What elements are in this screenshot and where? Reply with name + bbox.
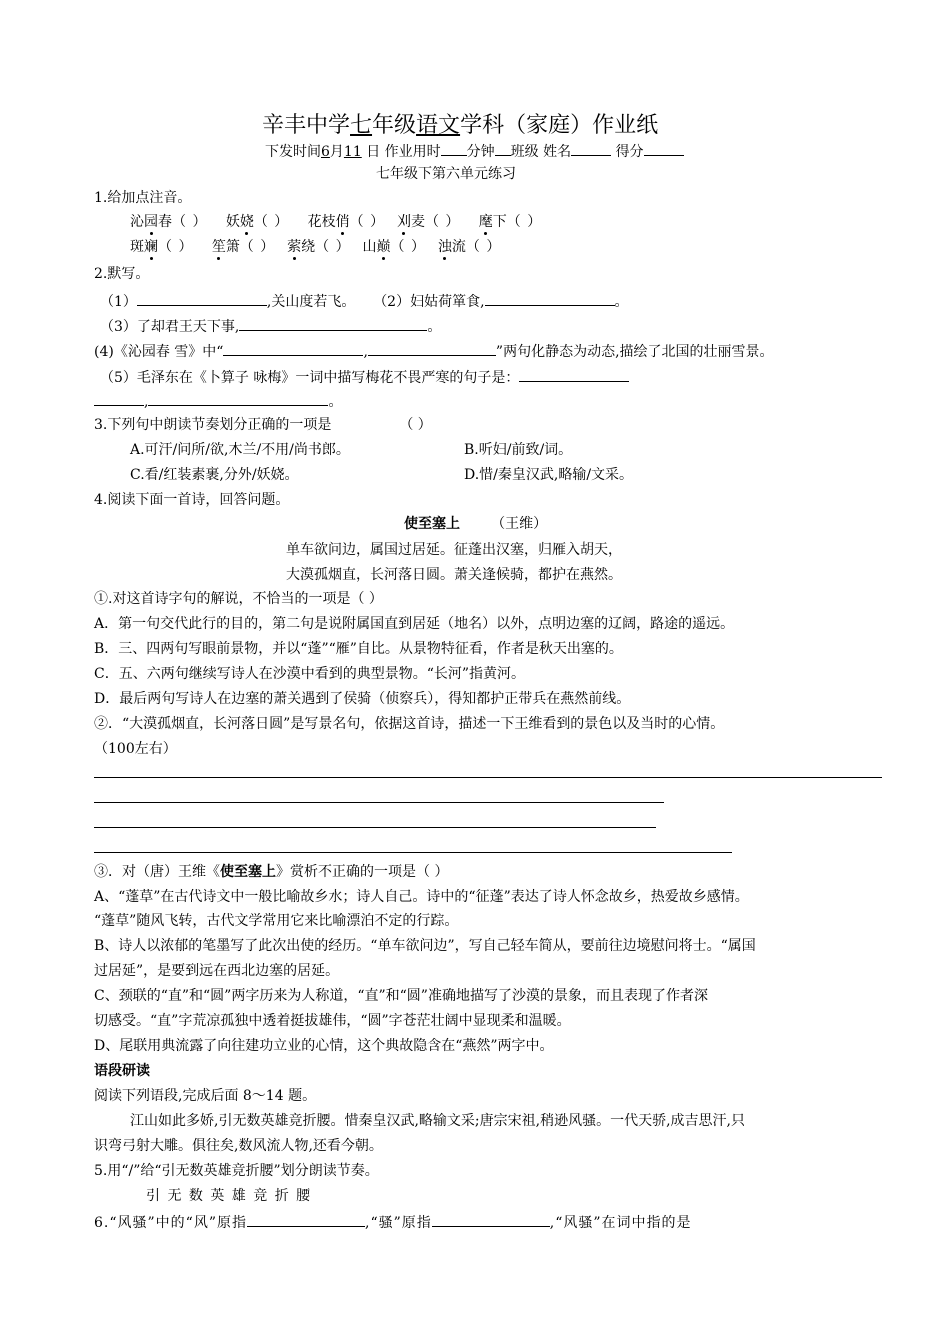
page-title: 辛丰中学七年级语文学科（家庭）作业纸 [262, 113, 659, 138]
q5-stem: 5.用“/”给“引无数英雄竞折腰”划分朗读节奏。 [94, 1163, 379, 1179]
answer-line[interactable] [94, 827, 656, 828]
q2-line4: （5）毛泽东在《卜算子 咏梅》一词中描写梅花不畏严寒的句子是： [100, 366, 629, 388]
answer-blank[interactable] [137, 290, 267, 306]
poem-title: 使至塞上 （王维） [404, 516, 548, 532]
answer-blank[interactable] [432, 1211, 550, 1227]
q1-item: 浊流（ ） [437, 239, 501, 255]
answer-blank[interactable] [223, 340, 363, 356]
q2-stem: 2.默写。 [94, 266, 150, 282]
q1-item: 麾下（ ） [478, 214, 542, 230]
q4-sub1-option: D．最后两句写诗人在边塞的萧关遇到了侯骑（侦察兵），得知都护正带兵在燕然前线。 [94, 691, 631, 707]
answer-line[interactable] [94, 802, 664, 803]
poem-author: （王维） [491, 516, 548, 532]
q4-sub3-option: A、“蓬草”在古代诗文中一般比喻故乡水；诗人自己。诗中的“征蓬”表达了诗人怀念故乡，热爱故乡感情。 [94, 889, 749, 905]
answer-blank[interactable] [94, 390, 144, 406]
section-intro: 阅读下列语段,完成后面 8～14 题。 [94, 1088, 317, 1104]
subject-value: 语文 [416, 113, 461, 138]
q6-stem: 6.“风骚”中的“风”原指 ,“骚”原指 ,“风骚”在词中指的是 [94, 1211, 692, 1233]
q4-sub3-option: C、颈联的“直”和“圆”两字历来为人称道，“直”和“圆”准确地描写了沙漠的景象，而且表现了作者深 [94, 988, 708, 1004]
q1-item: 花枝俏（ ） [307, 214, 385, 230]
q4-sub1-option: B．三、四两句写眼前景物，并以“蓬”“雁”自比。从景物特征看，作者是秋天出塞的。 [94, 641, 623, 657]
q4-sub1-option: C．五、六两句继续写诗人在沙漠中看到的典型景物。“长河”指黄河。 [94, 666, 526, 682]
answer-blank[interactable] [368, 340, 496, 356]
q1-item: 山巅（ ） [362, 239, 425, 255]
q1-row2 [130, 237, 500, 257]
q4-sub3-option: 过居延”，是要到远在西北边塞的居延。 [94, 963, 340, 979]
unit-title: 七年级下第六单元练习 [376, 166, 516, 182]
q4-sub2-note: （100左右） [94, 741, 177, 757]
q3-option-c: C.看/红装素裹,分外/妖娆。 [130, 467, 299, 483]
q1-item: 斑斓（ ） [130, 239, 193, 255]
answer-blank[interactable] [148, 390, 328, 406]
q5-line: 引 无 数 英 雄 竞 折 腰 [146, 1188, 311, 1204]
q3-stem: 3.下列句中朗读节奏划分正确的一项是 （ ） [94, 417, 432, 433]
passage-line: 识弯弓射大雕。俱往矣,数风流人物,还看今朝。 [94, 1138, 383, 1154]
q1-item: 沁园春（ ） [130, 214, 207, 230]
q1-stem: 1.给加点注音。 [94, 190, 192, 206]
q3-option-b: B.听妇/前致/词。 [464, 442, 573, 458]
section-heading: 语段研读 [94, 1063, 150, 1079]
time-blank[interactable] [441, 140, 467, 156]
q2-line5: , 。 [94, 390, 342, 412]
passage-line: 江山如此多娇,引无数英雄竞折腰。惜秦皇汉武,略输文采;唐宗宋祖,稍逊风骚。一代天骄,成吉思汗,只 [130, 1113, 745, 1129]
q3-option-a: A.可汗/问所/欲,木兰/不用/尚书郎。 [130, 442, 350, 458]
q4-sub3-stem: ③．对（唐）王维《使至塞上》赏析不正确的一项是（ ） [94, 864, 449, 880]
answer-blank[interactable] [485, 290, 615, 306]
class-blank[interactable] [495, 140, 511, 156]
q1-item: 萦绕（ ） [287, 239, 350, 255]
q1-item: 笙箫（ ） [211, 239, 275, 255]
q4-sub3-option: “蓬草”随风飞转，古代文学常用它来比喻漂泊不定的行踪。 [94, 913, 459, 929]
poem-line: 大漠孤烟直，长河落日圆。萧关逢候骑，都护在燕然。 [286, 567, 622, 583]
q1-item: 刈麦（ ） [396, 214, 460, 230]
q4-sub1-stem: ①.对这首诗字句的解说，不恰当的一项是（ ） [94, 591, 383, 607]
assignment-info: 下发时间6月11 日 作业用时 分钟 班级 姓名 得分 [265, 140, 684, 162]
q1-item: 妖娆（ ） [225, 214, 289, 230]
answer-blank[interactable] [239, 315, 427, 331]
q4-stem: 4.阅读下面一首诗，回答问题。 [94, 492, 290, 508]
answer-line[interactable] [94, 777, 882, 778]
q4-sub3-option: D、尾联用典流露了向往建功立业的心情，这个典故隐含在“燕然”两字中。 [94, 1038, 554, 1054]
q1-row1 [130, 212, 541, 232]
name-blank[interactable] [571, 140, 611, 156]
answer-blank[interactable] [247, 1211, 365, 1227]
answer-line[interactable] [94, 852, 732, 853]
score-blank[interactable] [644, 140, 684, 156]
q2-line2: （3）了却君王天下事, 。 [100, 315, 441, 337]
q2-line1: （1） ,关山度若飞。 （2）妇姑荷箪食, 。 [100, 290, 629, 312]
grade-value: 七 [350, 113, 373, 138]
poem-line: 单车欲问边，属国过居延。征蓬出汉塞，归雁入胡天， [286, 542, 622, 558]
q4-sub3-option: B、诗人以浓郁的笔墨写了此次出使的经历。“单车欲问边”，写自己轻车简从，要前往边境慰问将士。“属国 [94, 938, 756, 954]
q4-sub1-option: A．第一句交代此行的目的，第二句是说附属国直到居延（地名）以外，点明边塞的辽阔，路途的遥远。 [94, 616, 735, 632]
q4-sub2-stem: ②．“大漠孤烟直，长河落日圆”是写景名句，依据这首诗，描述一下王维看到的景色以及当时的心情。 [94, 716, 725, 732]
q4-sub3-option: 切感受。“直”字荒凉孤独中透着挺拔雄伟，“圆”字苍茫壮阔中显现柔和温暖。 [94, 1013, 571, 1029]
answer-blank[interactable] [519, 366, 629, 382]
q3-option-d: D.惜/秦皇汉武,略输/文采。 [464, 467, 634, 483]
q2-line3: (4)《沁园春 雪》中“ , ”两句化静态为动态,描绘了北国的壮丽雪景。 [94, 340, 774, 362]
